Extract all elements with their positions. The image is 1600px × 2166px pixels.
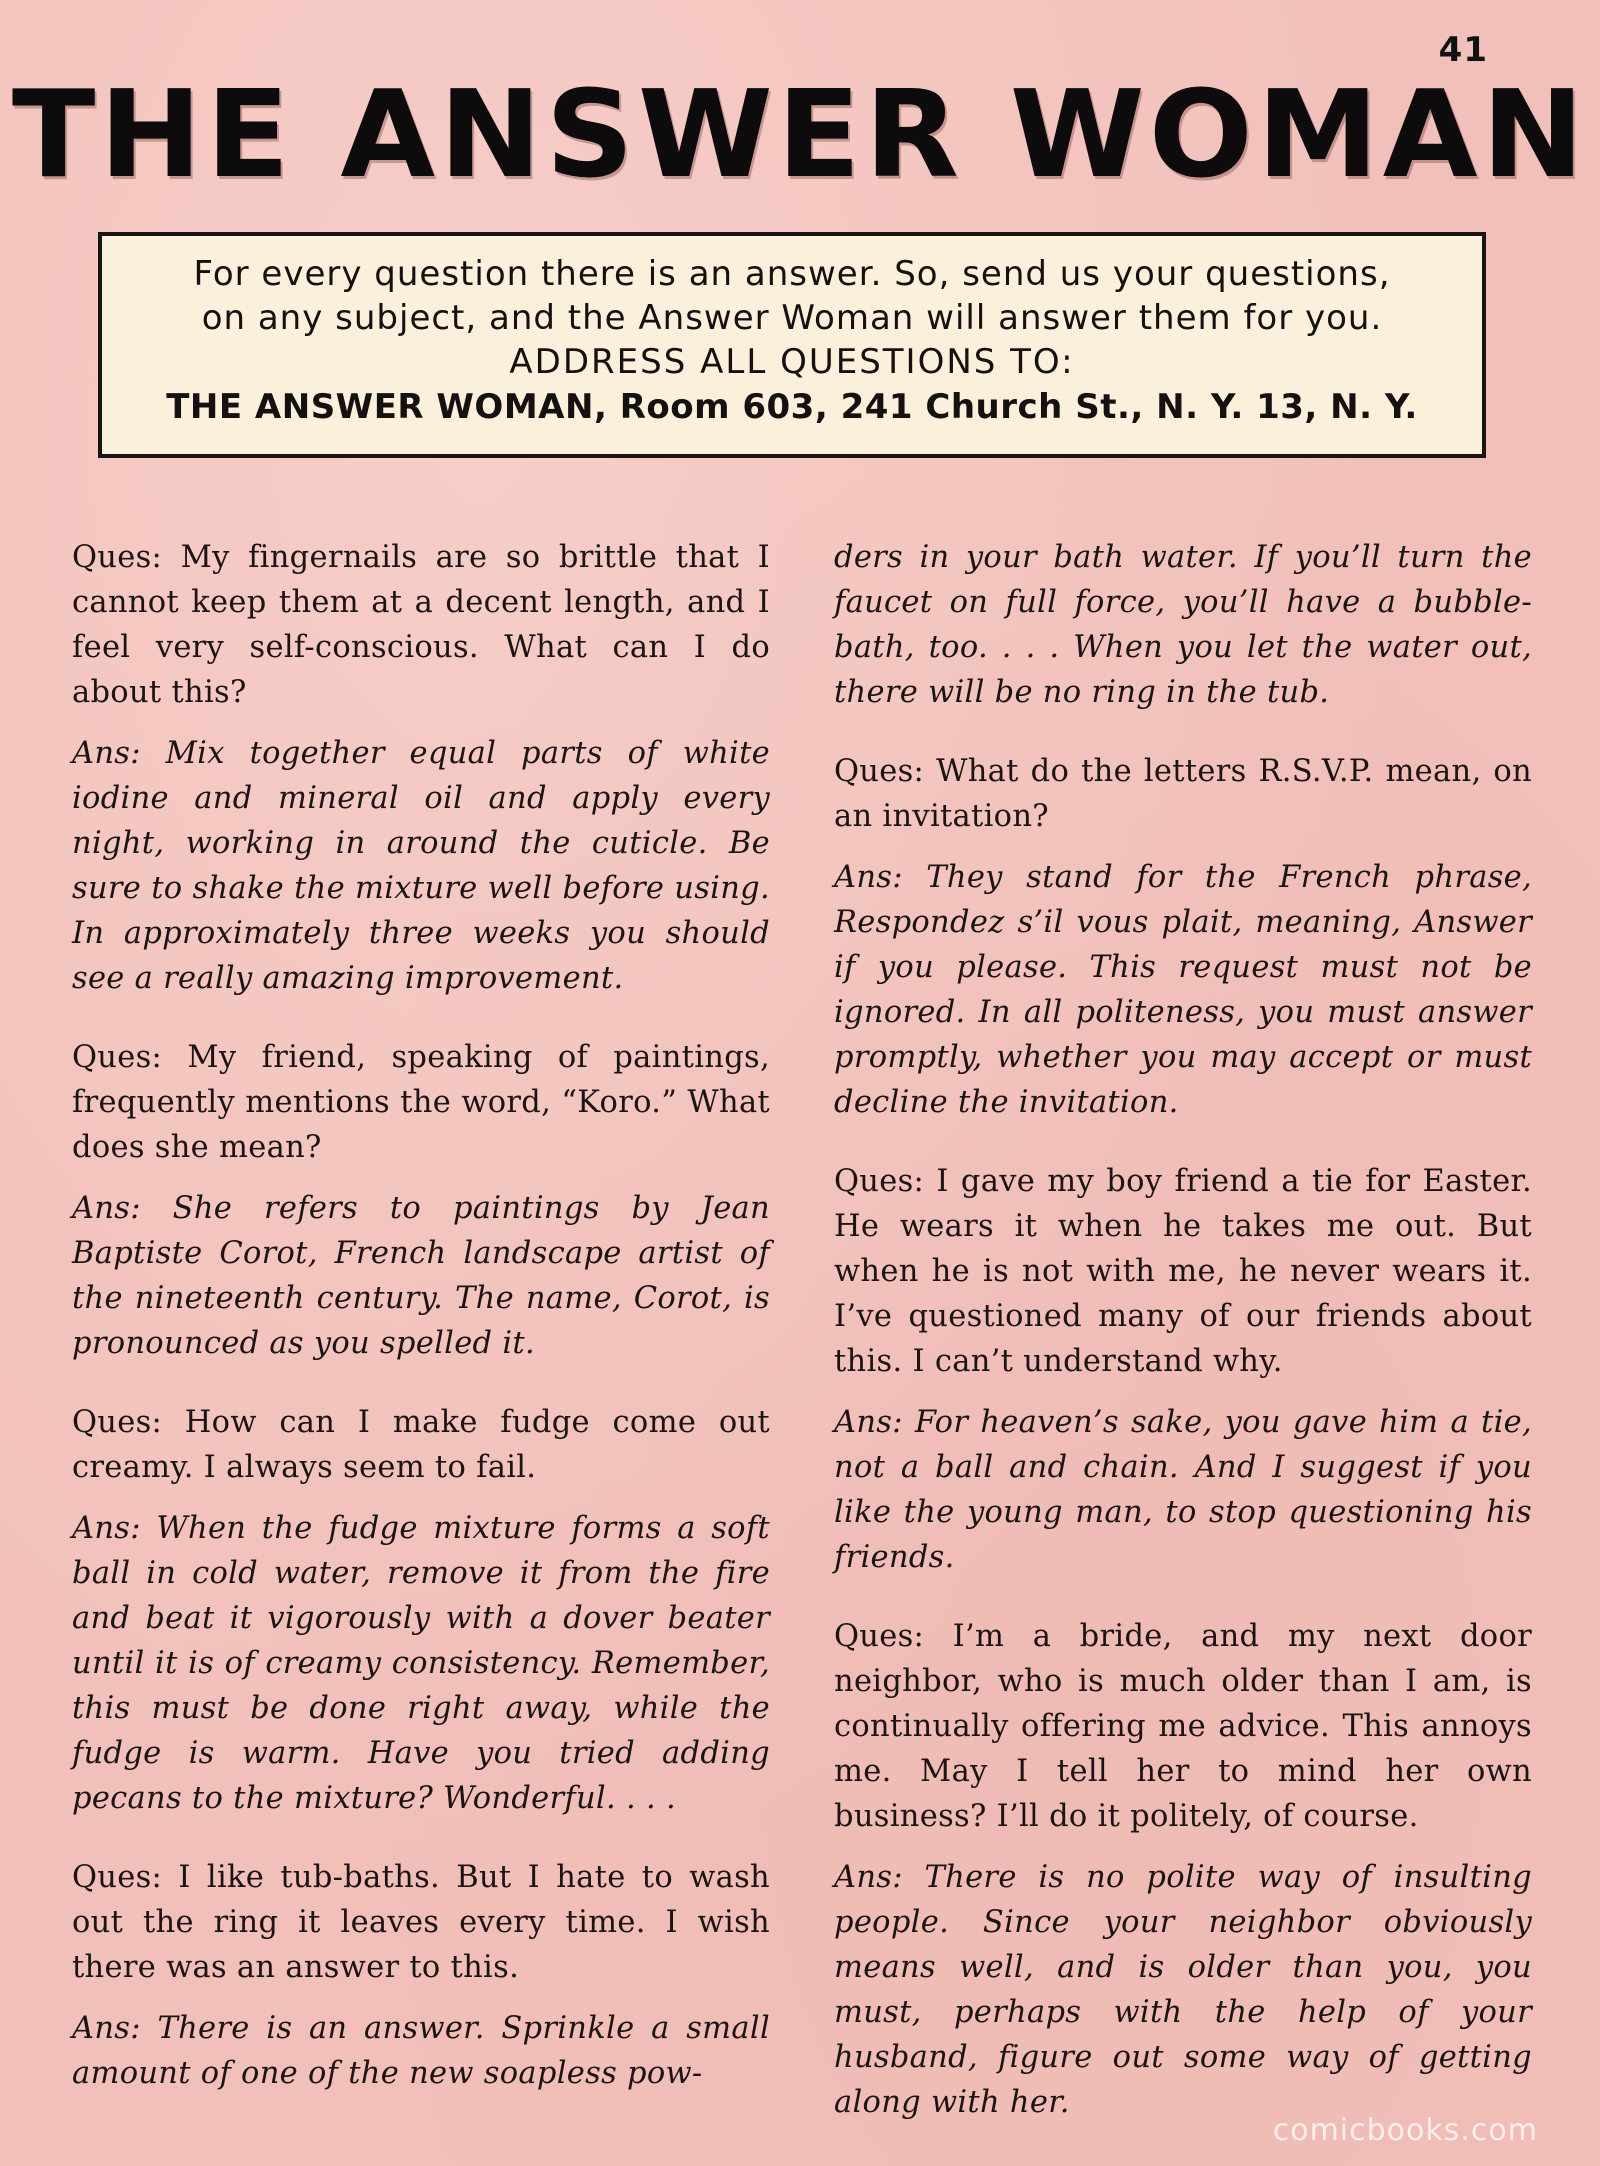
answer-rsvp: Ans: They stand for the French phrase, Respondez s’il vous plait, meaning, Answer if you please. This request must not be ignored. In all politeness, you must answer promptly, whether you may accept or must decline the invitation. [834, 860, 1532, 1120]
question-koro: Ques: My friend, speaking of paintings, frequently mentions the word, “Koro.” What does she mean? [72, 1040, 770, 1165]
answer-tub-baths-part2: ders in your bath water. If you’ll turn the faucet on full force, you’ll have a bubble-bath, too. . . . When you let the water out, there will be no ring in the tub. [834, 540, 1532, 710]
question-fudge: Ques: How can I make fudge come out creamy. I always seem to fail. [72, 1405, 770, 1485]
answer-tie: Ans: For heaven’s sake, you gave him a tie, not a ball and chain. And I suggest if you like the young man, to stop questioning his friends. [834, 1405, 1532, 1575]
answer-neighbor: Ans: There is no polite way of insulting people. Since your neighbor obviously means well, and is older than you, you must, perhaps with the help of your husband, figure out some way of getting along with her. [834, 1860, 1532, 2120]
address-label: ADDRESS ALL QUESTIONS TO: [509, 342, 1075, 382]
qa-columns [72, 535, 1532, 2139]
mailing-address: THE ANSWER WOMAN, Room 603, 241 Church St., N. Y. 13, N. Y. [166, 387, 1418, 427]
watermark: comicbooks.com [1272, 2113, 1538, 2148]
question-tie: Ques: I gave my boy friend a tie for Easter. He wears it when he takes me out. But when he is not with me, he never wears it. I’ve questioned many of our friends about this. I can’t understand why. [834, 1164, 1532, 1379]
page-title: THE ANSWER WOMAN [11, 66, 1589, 205]
right-column [834, 535, 1532, 2139]
answer-fudge: Ans: When the fudge mixture forms a soft ball in cold water, remove it from the fire and beat it vigorously with a dover beater until it is of creamy consistency. Remember, this must be done right away, while the fudge is warm. Have you tried adding pecans to the mixture? Wonderful. . . . [72, 1511, 770, 1816]
answer-tub-baths-part1: Ans: There is an answer. Sprinkle a small amount of one of the new soapless pow- [72, 2011, 770, 2091]
page-number: 41 [1438, 30, 1488, 70]
answer-koro: Ans: She refers to paintings by Jean Baptiste Corot, French landscape artist of the nineteenth century. The name, Corot, is pronounced as you spelled it. [72, 1191, 770, 1361]
question-tub-baths: Ques: I like tub-baths. But I hate to wash out the ring it leaves every time. I wish there was an answer to this. [72, 1860, 770, 1985]
info-box [98, 232, 1486, 458]
question-rsvp: Ques: What do the letters R.S.V.P. mean, on an invitation? [834, 754, 1532, 834]
question-neighbor: Ques: I’m a bride, and my next door neighbor, who is much older than I am, is continually offering me advice. This annoys me. May I tell her to mind her own business? I’ll do it politely, of course. [834, 1619, 1532, 1834]
question-fingernails: Ques: My fingernails are so brittle that I cannot keep them at a decent length, and I feel very self-conscious. What can I do about this? [72, 540, 770, 710]
info-line-2: on any subject, and the Answer Woman will answer them for you. [201, 298, 1383, 338]
info-line-1: For every question there is an answer. So, send us your questions, [193, 254, 1391, 294]
answer-fingernails: Ans: Mix together equal parts of white iodine and mineral oil and apply every night, working in around the cuticle. Be sure to shake the mixture well before using. In approximately three weeks you should see a really amazing improvement. [72, 736, 770, 996]
left-column [72, 535, 770, 2139]
